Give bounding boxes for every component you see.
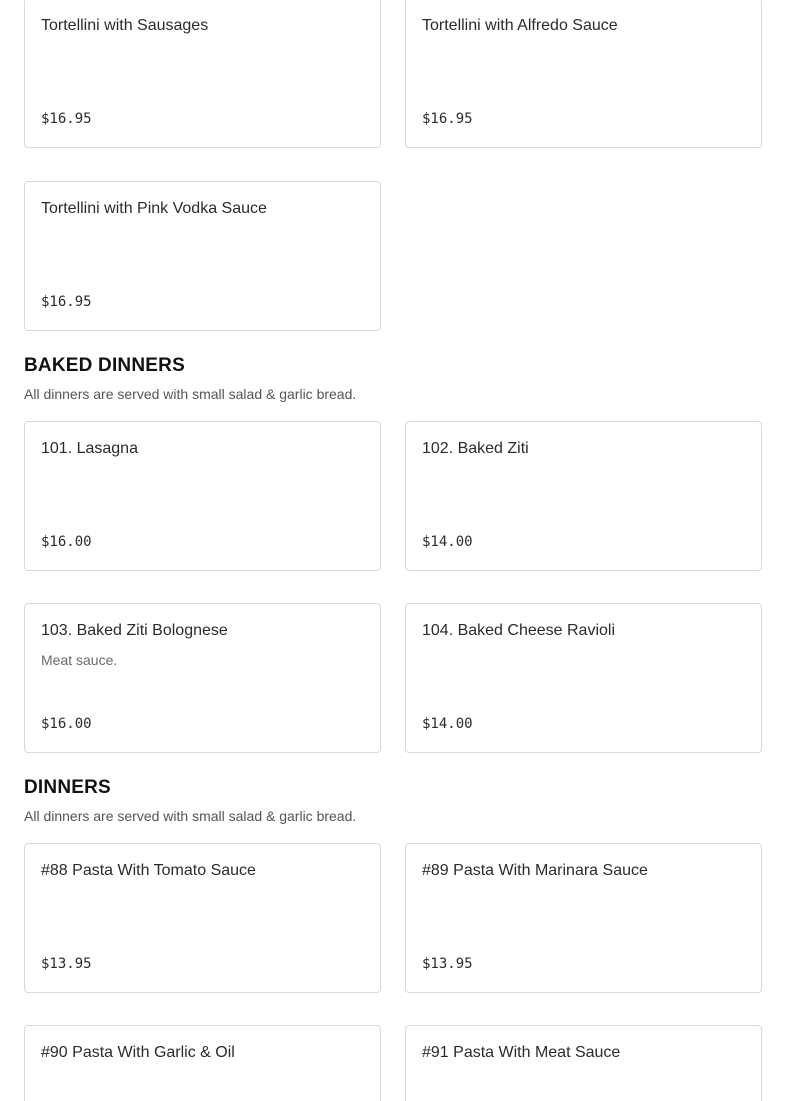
menu-item-price: $16.95 <box>41 294 92 310</box>
menu-item-name: Tortellini with Sausages <box>41 17 209 34</box>
menu-item-price: $16.95 <box>422 111 473 127</box>
section-title-dinners: DINNERS <box>24 777 111 798</box>
menu-item-name: 103. Baked Ziti Bolognese <box>41 622 228 639</box>
menu-item-price: $16.95 <box>41 111 92 127</box>
menu-item-card[interactable] <box>24 843 381 993</box>
menu-item-name: #89 Pasta With Marinara Sauce <box>422 862 648 879</box>
menu-item-price: $16.00 <box>41 716 92 732</box>
menu-item-description: Meat sauce. <box>41 652 118 668</box>
menu-item-price: $14.00 <box>422 534 473 550</box>
menu-item-price: $16.00 <box>41 534 92 550</box>
menu-item-name: #90 Pasta With Garlic & Oil <box>41 1044 235 1061</box>
menu-item-card[interactable] <box>24 0 381 148</box>
menu-item-name: 101. Lasagna <box>41 440 138 457</box>
menu-item-card[interactable] <box>405 843 762 993</box>
menu-item-price: $14.00 <box>422 716 473 732</box>
section-description: All dinners are served with small salad & garlic bread. <box>24 808 357 824</box>
section-description: All dinners are served with small salad & garlic bread. <box>24 386 357 402</box>
menu-item-price: $13.95 <box>41 956 92 972</box>
menu-item-card[interactable] <box>405 0 762 148</box>
menu-item-card[interactable] <box>405 603 762 753</box>
menu-item-name: #91 Pasta With Meat Sauce <box>422 1044 621 1061</box>
menu-item-name: Tortellini with Alfredo Sauce <box>422 17 618 34</box>
menu-item-card[interactable] <box>24 603 381 753</box>
menu-item-card[interactable] <box>24 181 381 331</box>
menu-item-card[interactable] <box>24 421 381 571</box>
menu-item-name: Tortellini with Pink Vodka Sauce <box>41 200 267 217</box>
menu-item-name: #88 Pasta With Tomato Sauce <box>41 862 256 879</box>
section-title-baked-dinners: BAKED DINNERS <box>24 355 185 376</box>
menu-item-price: $13.95 <box>422 956 473 972</box>
menu-item-name: 102. Baked Ziti <box>422 440 529 457</box>
menu-item-card[interactable] <box>405 1025 762 1101</box>
menu-item-card[interactable] <box>24 1025 381 1101</box>
menu-item-name: 104. Baked Cheese Ravioli <box>422 622 616 639</box>
menu-item-card[interactable] <box>405 421 762 571</box>
